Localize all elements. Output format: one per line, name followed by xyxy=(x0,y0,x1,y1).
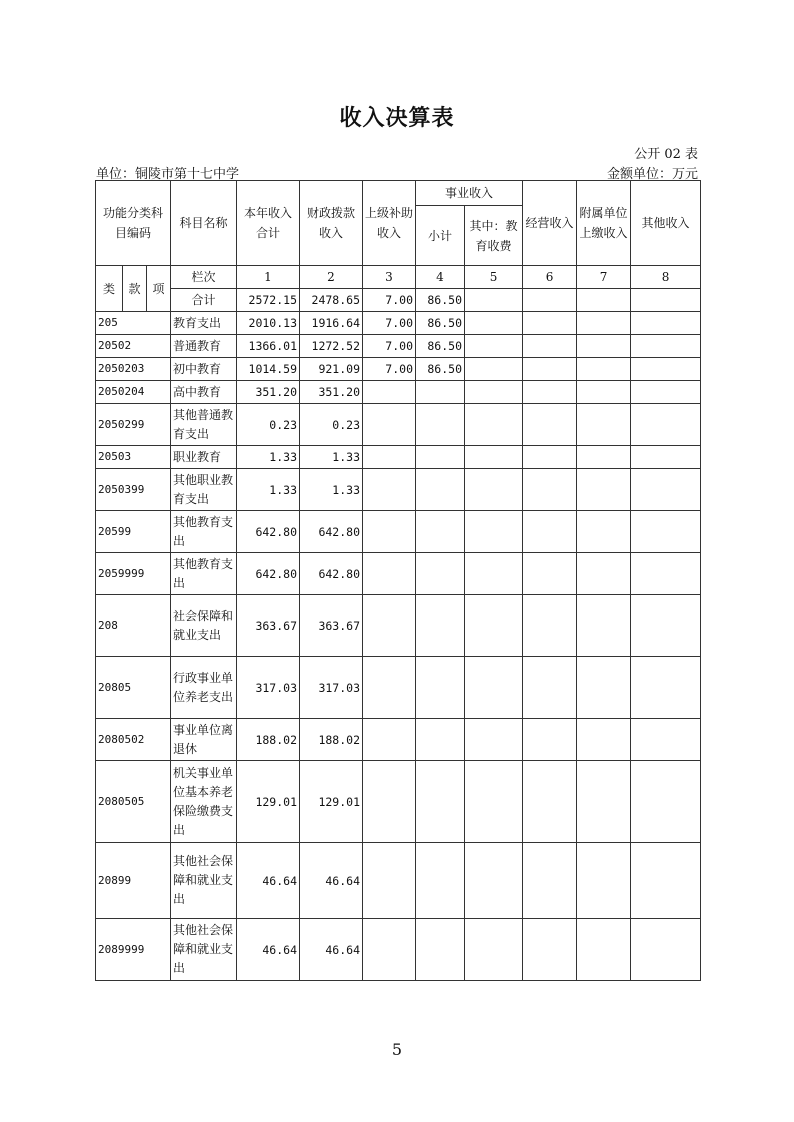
total-value: 129.01 xyxy=(237,761,300,843)
table-row xyxy=(96,358,701,381)
superior-value xyxy=(363,404,416,446)
subject-name: 机关事业单位基本养老保险缴费支出 xyxy=(171,761,237,843)
fiscal-value: 921.09 xyxy=(300,358,363,381)
operating-value xyxy=(523,553,577,595)
subject-name: 初中教育 xyxy=(171,358,237,381)
form-number: 公开 02 表 xyxy=(634,147,698,162)
superior-value: 7.00 xyxy=(363,289,416,312)
superior-value xyxy=(363,919,416,981)
subtotal-value xyxy=(416,404,465,446)
subtotal-value xyxy=(416,843,465,919)
operating-value xyxy=(523,404,577,446)
other-value xyxy=(631,511,701,553)
tuition-value xyxy=(465,381,523,404)
total-value: 0.23 xyxy=(237,404,300,446)
affiliated-value xyxy=(577,511,631,553)
subtotal-value: 86.50 xyxy=(416,358,465,381)
tuition-value xyxy=(465,843,523,919)
total-value: 2572.15 xyxy=(237,289,300,312)
table-row xyxy=(96,446,701,469)
table-row xyxy=(96,553,701,595)
subtotal-value xyxy=(416,469,465,511)
tuition-value xyxy=(465,404,523,446)
total-value: 1.33 xyxy=(237,469,300,511)
superior-value xyxy=(363,843,416,919)
tuition-value xyxy=(465,595,523,657)
subtotal-value xyxy=(416,553,465,595)
col-number: 3 xyxy=(363,266,416,289)
tuition-value xyxy=(465,511,523,553)
col-number: 2 xyxy=(300,266,363,289)
table-row xyxy=(96,335,701,358)
operating-value xyxy=(523,469,577,511)
operating-value xyxy=(523,919,577,981)
total-value: 46.64 xyxy=(237,843,300,919)
other-value xyxy=(631,358,701,381)
tuition-value xyxy=(465,358,523,381)
subtotal-value xyxy=(416,657,465,719)
superior-value: 7.00 xyxy=(363,312,416,335)
subject-name: 社会保障和就业支出 xyxy=(171,595,237,657)
superior-value xyxy=(363,719,416,761)
subject-code: 2050204 xyxy=(96,381,171,404)
header-tuition: 其中：教育收费 xyxy=(465,206,523,266)
total-label: 合计 xyxy=(171,289,237,312)
operating-value xyxy=(523,312,577,335)
operating-value xyxy=(523,595,577,657)
other-value xyxy=(631,381,701,404)
subject-code: 2059999 xyxy=(96,553,171,595)
subject-code: 20599 xyxy=(96,511,171,553)
header-lanci: 栏次 xyxy=(171,266,237,289)
col-number: 7 xyxy=(577,266,631,289)
subject-name: 其他社会保障和就业支出 xyxy=(171,843,237,919)
fiscal-value: 642.80 xyxy=(300,553,363,595)
other-value xyxy=(631,719,701,761)
total-value: 188.02 xyxy=(237,719,300,761)
page-number: 5 xyxy=(391,1040,403,1059)
fiscal-value: 2478.65 xyxy=(300,289,363,312)
table-row xyxy=(96,761,701,843)
income-final-accounts-table xyxy=(95,180,701,981)
subject-code: 20899 xyxy=(96,843,171,919)
subject-name: 高中教育 xyxy=(171,381,237,404)
affiliated-value xyxy=(577,595,631,657)
subtotal-value xyxy=(416,511,465,553)
subject-name: 其他普通教育支出 xyxy=(171,404,237,446)
subject-code: 2080505 xyxy=(96,761,171,843)
header-func-code: 功能分类科目编码 xyxy=(96,181,171,266)
subject-code: 2080502 xyxy=(96,719,171,761)
other-value xyxy=(631,595,701,657)
subject-name: 其他教育支出 xyxy=(171,511,237,553)
table-row xyxy=(96,469,701,511)
operating-value xyxy=(523,446,577,469)
subject-code: 2050399 xyxy=(96,469,171,511)
table-row xyxy=(96,843,701,919)
subject-name: 其他职业教育支出 xyxy=(171,469,237,511)
fiscal-value: 129.01 xyxy=(300,761,363,843)
superior-value: 7.00 xyxy=(363,335,416,358)
subject-code: 205 xyxy=(96,312,171,335)
operating-value xyxy=(523,761,577,843)
table-row xyxy=(96,919,701,981)
operating-value xyxy=(523,358,577,381)
header-lei: 类 xyxy=(96,266,123,312)
tuition-value xyxy=(465,312,523,335)
header-kuan: 款 xyxy=(123,266,147,312)
reporting-unit: 单位：铜陵市第十七中学 xyxy=(96,167,240,182)
affiliated-value xyxy=(577,335,631,358)
operating-value xyxy=(523,657,577,719)
header-operating: 经营收入 xyxy=(523,181,577,266)
affiliated-value xyxy=(577,446,631,469)
superior-value xyxy=(363,657,416,719)
other-value xyxy=(631,335,701,358)
total-value: 317.03 xyxy=(237,657,300,719)
subject-code: 2050203 xyxy=(96,358,171,381)
col-number: 8 xyxy=(631,266,701,289)
table-row xyxy=(96,404,701,446)
other-value xyxy=(631,657,701,719)
subject-name: 普通教育 xyxy=(171,335,237,358)
tuition-value xyxy=(465,719,523,761)
subtotal-value: 86.50 xyxy=(416,335,465,358)
affiliated-value xyxy=(577,312,631,335)
table-row xyxy=(96,312,701,335)
header-total: 本年收入合计 xyxy=(237,181,300,266)
header-subtotal: 小计 xyxy=(416,206,465,266)
total-value: 1366.01 xyxy=(237,335,300,358)
superior-value xyxy=(363,381,416,404)
subject-code: 20503 xyxy=(96,446,171,469)
total-value: 46.64 xyxy=(237,919,300,981)
tuition-value xyxy=(465,919,523,981)
other-value xyxy=(631,919,701,981)
subject-name: 其他社会保障和就业支出 xyxy=(171,919,237,981)
subject-code: 208 xyxy=(96,595,171,657)
operating-value xyxy=(523,381,577,404)
col-number: 4 xyxy=(416,266,465,289)
operating-value xyxy=(523,335,577,358)
col-number: 6 xyxy=(523,266,577,289)
subtotal-value: 86.50 xyxy=(416,289,465,312)
superior-value xyxy=(363,469,416,511)
affiliated-value xyxy=(577,719,631,761)
header-affiliated: 附属单位上缴收入 xyxy=(577,181,631,266)
total-value: 642.80 xyxy=(237,553,300,595)
other-value xyxy=(631,446,701,469)
total-value: 2010.13 xyxy=(237,312,300,335)
header-superior: 上级补助收入 xyxy=(363,181,416,266)
header-fiscal: 财政拨款收入 xyxy=(300,181,363,266)
fiscal-value: 1.33 xyxy=(300,469,363,511)
subtotal-value xyxy=(416,381,465,404)
subject-name: 事业单位离退休 xyxy=(171,719,237,761)
col-number: 1 xyxy=(237,266,300,289)
affiliated-value xyxy=(577,919,631,981)
header-subject: 科目名称 xyxy=(171,181,237,266)
subject-name: 行政事业单位养老支出 xyxy=(171,657,237,719)
table-row xyxy=(96,719,701,761)
table-row xyxy=(96,595,701,657)
subtotal-value xyxy=(416,761,465,843)
subject-name: 职业教育 xyxy=(171,446,237,469)
total-value: 363.67 xyxy=(237,595,300,657)
table-row xyxy=(96,511,701,553)
affiliated-value xyxy=(577,657,631,719)
fiscal-value: 642.80 xyxy=(300,511,363,553)
affiliated-value xyxy=(577,404,631,446)
subject-code: 20502 xyxy=(96,335,171,358)
affiliated-value xyxy=(577,358,631,381)
tuition-value xyxy=(465,469,523,511)
superior-value xyxy=(363,595,416,657)
subject-name: 其他教育支出 xyxy=(171,553,237,595)
fiscal-value: 363.67 xyxy=(300,595,363,657)
fiscal-value: 46.64 xyxy=(300,843,363,919)
operating-value xyxy=(523,511,577,553)
tuition-value xyxy=(465,761,523,843)
other-value xyxy=(631,404,701,446)
tuition-value xyxy=(465,335,523,358)
other-value xyxy=(631,469,701,511)
other-value xyxy=(631,761,701,843)
header-xiang: 项 xyxy=(147,266,171,312)
fiscal-value: 188.02 xyxy=(300,719,363,761)
affiliated-value xyxy=(577,381,631,404)
fiscal-value: 1272.52 xyxy=(300,335,363,358)
operating-value xyxy=(523,843,577,919)
tuition-value xyxy=(465,446,523,469)
tuition-value xyxy=(465,657,523,719)
total-value: 642.80 xyxy=(237,511,300,553)
table-row xyxy=(96,657,701,719)
total-row xyxy=(96,289,701,312)
affiliated-value xyxy=(577,469,631,511)
affiliated-value xyxy=(577,843,631,919)
tuition-value xyxy=(465,553,523,595)
operating-value xyxy=(523,719,577,761)
subtotal-value: 86.50 xyxy=(416,312,465,335)
subtotal-value xyxy=(416,719,465,761)
page-title: 收入决算表 xyxy=(339,106,455,131)
fiscal-value: 1916.64 xyxy=(300,312,363,335)
superior-value xyxy=(363,511,416,553)
affiliated-value xyxy=(577,761,631,843)
fiscal-value: 351.20 xyxy=(300,381,363,404)
subject-code: 2089999 xyxy=(96,919,171,981)
subtotal-value xyxy=(416,919,465,981)
fiscal-value: 317.03 xyxy=(300,657,363,719)
other-value xyxy=(631,553,701,595)
subtotal-value xyxy=(416,446,465,469)
superior-value: 7.00 xyxy=(363,358,416,381)
subject-code: 20805 xyxy=(96,657,171,719)
fiscal-value: 0.23 xyxy=(300,404,363,446)
header-other: 其他收入 xyxy=(631,181,701,266)
subtotal-value xyxy=(416,595,465,657)
subject-name: 教育支出 xyxy=(171,312,237,335)
total-value: 1.33 xyxy=(237,446,300,469)
affiliated-value xyxy=(577,553,631,595)
superior-value xyxy=(363,553,416,595)
subject-code: 2050299 xyxy=(96,404,171,446)
fiscal-value: 46.64 xyxy=(300,919,363,981)
other-value xyxy=(631,312,701,335)
other-value xyxy=(631,843,701,919)
superior-value xyxy=(363,446,416,469)
col-number: 5 xyxy=(465,266,523,289)
total-value: 351.20 xyxy=(237,381,300,404)
amount-unit: 金额单位：万元 xyxy=(606,167,698,182)
superior-value xyxy=(363,761,416,843)
header-business: 事业收入 xyxy=(416,181,523,206)
fiscal-value: 1.33 xyxy=(300,446,363,469)
total-value: 1014.59 xyxy=(237,358,300,381)
table-row xyxy=(96,381,701,404)
